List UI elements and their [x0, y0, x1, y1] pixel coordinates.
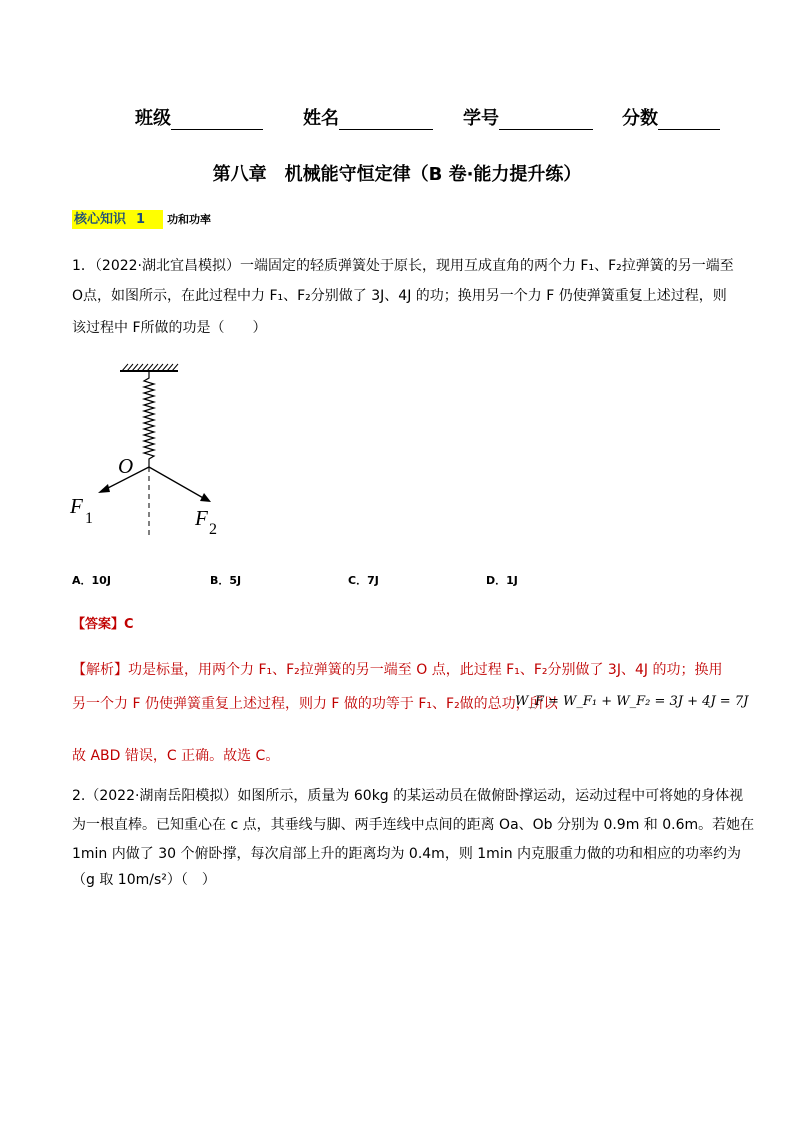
score-field[interactable] — [622, 104, 720, 130]
q1-analysis-formula: W_F = W_F₁ + W_F₂ = 3J + 4J = 7J — [515, 694, 749, 709]
score-label: 分数 — [622, 108, 658, 129]
q2-line-3: 1min 内做了 30 个俯卧撑，每次肩部上升的距离均为 0.4m，则 1min 内克服重力做的功和相应的功率约为 — [72, 846, 742, 862]
q1-analysis-line-2: 另一个力 F 仍使弹簧重复上述过程，则力 F 做的功等于 F₁、F₂做的总功，所以 — [72, 696, 558, 712]
name-blank[interactable] — [339, 109, 433, 130]
section-tag-number: 1 — [130, 210, 163, 229]
force-f1-subscript: 1 — [85, 510, 93, 527]
q2-line-1: 2.（2022·湖南岳阳模拟）如图所示，质量为 60kg 的某运动员在做俯卧撑运动，运动过程中可将她的身体视 — [72, 788, 744, 804]
q1-line-1: 1．（2022·湖北宜昌模拟）一端固定的轻质弹簧处于原长，现用互成直角的两个力 F₁、F₂拉弹簧的另一端至 — [72, 258, 734, 274]
score-blank[interactable] — [658, 109, 720, 130]
name-label: 姓名 — [303, 108, 339, 129]
option-d[interactable]: D．1J — [486, 574, 518, 587]
section-topic: 功和功率 — [167, 213, 212, 226]
student-info-row — [0, 104, 794, 130]
q1-answer: 【答案】C — [72, 617, 134, 632]
student-id-blank[interactable] — [499, 109, 593, 130]
ceiling-hatch — [120, 364, 178, 371]
q1-analysis-line-3: 故 ABD 错误，C 正确。故选 C。 — [72, 748, 280, 764]
option-b[interactable]: B．5J — [210, 574, 242, 587]
force-f1-arrowhead — [98, 484, 110, 493]
name-field[interactable] — [303, 104, 433, 130]
force-f2-arrow — [149, 467, 205, 499]
option-a[interactable]: A．10J — [72, 574, 111, 587]
class-field[interactable] — [135, 104, 263, 130]
class-label: 班级 — [135, 108, 171, 129]
spring-force-diagram — [60, 360, 230, 540]
q1-analysis-line-1: 【解析】功是标量，用两个力 F₁、F₂拉弹簧的另一端至 O 点，此过程 F₁、F₂分别做了 3J、4J 的功；换用 — [72, 662, 723, 678]
force-f2-subscript: 2 — [209, 521, 217, 538]
q2-line-2: 为一根直棒。已知重心在 c 点，其垂线与脚、两手连线中点间的距离 Oa、Ob 分别为 0.9m 和 0.6m。若她在 — [72, 817, 755, 833]
student-id-field[interactable] — [463, 104, 593, 130]
section-tag-label: 核心知识 — [72, 210, 130, 229]
page-title: 第八章 机械能守恒定律（B 卷·能力提升练） — [212, 164, 582, 185]
force-f1-label: F — [70, 494, 83, 518]
point-o-label: O — [118, 454, 134, 478]
q1-line-3: 该过程中 F所做的功是（ ） — [72, 320, 267, 336]
section-tag — [72, 208, 211, 227]
option-c[interactable]: C．7J — [348, 574, 379, 587]
student-id-label: 学号 — [463, 108, 499, 129]
class-blank[interactable] — [171, 109, 263, 130]
spring-coil — [144, 371, 154, 467]
force-f2-label: F — [195, 506, 208, 530]
q2-line-4: （g 取 10m/s²）（ ） — [72, 872, 216, 888]
q1-line-2: O点，如图所示，在此过程中力 F₁、F₂分别做了 3J、4J 的功；换用另一个力 F 仍使弹簧重复上述过程，则 — [72, 288, 727, 304]
